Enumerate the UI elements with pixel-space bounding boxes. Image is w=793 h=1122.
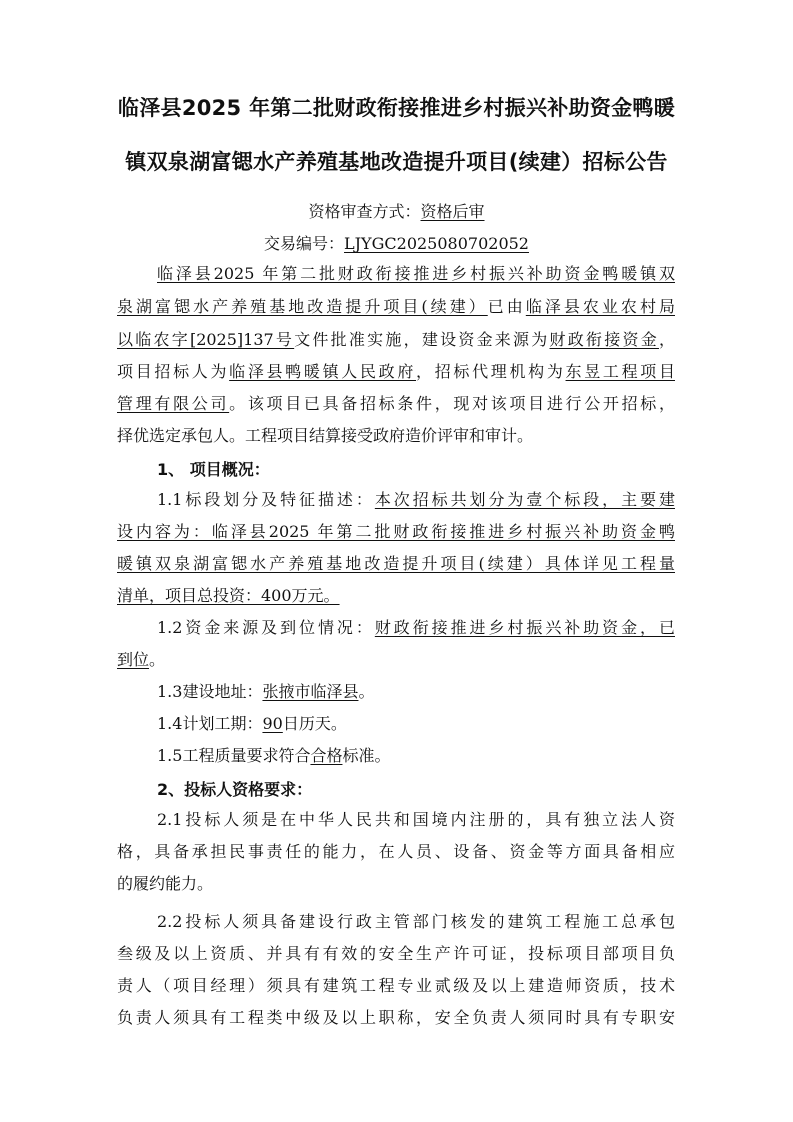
item-value: 财政衔接推进乡村振兴补助资金，已 (374, 618, 675, 637)
item-1-2-line-1 (157, 617, 675, 639)
item-value: 合格 (310, 746, 343, 765)
trade-number-label: 交易编号： (264, 234, 345, 253)
document-title-line-1: 临泽县2025 年第二批财政衔接推进乡村振兴补助资金鸭暖 (117, 96, 676, 120)
section-2-heading: 2、投标人资格要求： (157, 780, 313, 799)
intro-line-1 (157, 263, 675, 285)
item-text: 日历天。 (282, 714, 347, 733)
item-label: 1.5工程质量要求符合 (157, 746, 311, 765)
agency-name: 东昱工程项目 (565, 362, 675, 381)
intro-text: ， (658, 330, 675, 349)
item-1-4 (157, 713, 675, 735)
item-2-2-line-4: 负责人须具有工程类中级及以上职称，安全负责人须同时具有专职安 (117, 1008, 675, 1027)
approving-authority: 临泽县农业农村局 (525, 297, 675, 316)
item-1-1-line-2 (117, 521, 675, 543)
item-2-1-line-2: 格，具备承担民事责任的能力，在人员、设备、资金等方面具备相应 (117, 842, 675, 861)
item-value: 到位 (117, 650, 150, 669)
item-text: 。 (149, 650, 166, 669)
intro-line-3 (117, 329, 675, 351)
item-1-5 (157, 745, 675, 767)
trade-number-line (100, 231, 693, 254)
item-1-1-line-3 (117, 553, 675, 575)
item-value: 设内容为：临泽县2025 年第二批财政衔接推进乡村振兴补助资金鸭 (117, 522, 675, 541)
item-value: 90 (262, 714, 283, 733)
item-label: 1.3建设地址： (157, 682, 263, 701)
item-1-1-line-4 (117, 585, 675, 607)
item-value: 清单，项目总投资：400万元。 (117, 586, 340, 605)
item-2-2-line-2: 叁级及以上资质、并具有有效的安全生产许可证，投标项目部项目负 (117, 944, 675, 963)
qualification-review-value: 资格后审 (420, 202, 485, 221)
tenderer-name: 临泽县鸭暖镇人民政府 (229, 362, 417, 381)
approval-document-no: 以临农字[2025]137号 (117, 330, 295, 349)
intro-text: ，招标代理机构为 (416, 362, 566, 381)
section-1-heading: 1、 项目概况： (157, 460, 270, 479)
trade-number-value: LJYGC2025080702052 (344, 234, 529, 253)
item-1-3 (157, 681, 675, 703)
qualification-review-line (100, 199, 693, 222)
item-label: 1.4计划工期： (157, 714, 263, 733)
document-title-line-2: 镇双泉湖富锶水产养殖基地改造提升项目(续建）招标公告 (125, 150, 668, 174)
funding-source: 财政衔接资金 (549, 330, 659, 349)
item-value: 本次招标共划分为壹个标段，主要建 (374, 490, 675, 509)
item-label: 1.1标段划分及特征描述： (157, 490, 375, 509)
item-label: 1.2资金来源及到位情况： (157, 618, 375, 637)
intro-text: 已由 (487, 297, 526, 316)
intro-text: 。该项目已具备招标条件，现对该项目进行公开招标， (229, 394, 675, 413)
qualification-review-label: 资格审查方式： (308, 202, 421, 221)
item-text: 标准。 (342, 746, 391, 765)
intro-text: 项目招标人为 (117, 362, 230, 381)
item-2-2-line-1: 2.2投标人须具备建设行政主管部门核发的建筑工程施工总承包 (157, 912, 675, 931)
item-2-1-line-1: 2.1投标人须是在中华人民共和国境内注册的，具有独立法人资 (157, 810, 675, 829)
item-value: 暖镇双泉湖富锶水产养殖基地改造提升项目(续建）具体详见工程量 (117, 554, 675, 573)
item-1-2-line-2 (117, 649, 675, 671)
intro-line-4 (117, 361, 675, 383)
intro-line-6: 择优选定承包人。工程项目结算接受政府造价评审和审计。 (117, 426, 534, 445)
intro-text: 文件批准实施，建设资金来源为 (294, 330, 550, 349)
project-name: 临泽县2025 年第二批财政衔接推进乡村振兴补助资金鸭暖镇双 (157, 264, 675, 283)
item-text: 。 (358, 682, 375, 701)
item-value: 张掖市临泽县 (262, 682, 359, 701)
agency-name-cont: 管理有限公司 (117, 394, 230, 413)
item-2-2-line-3: 责人（项目经理）须具有建筑工程专业贰级及以上建造师资质，技术 (117, 976, 675, 995)
project-name-cont: 泉湖富锶水产养殖基地改造提升项目(续建） (117, 297, 488, 316)
item-2-1-line-3: 的履约能力。 (117, 874, 214, 893)
item-1-1-line-1 (157, 489, 675, 511)
intro-line-2 (117, 296, 675, 318)
intro-line-5 (117, 393, 675, 415)
